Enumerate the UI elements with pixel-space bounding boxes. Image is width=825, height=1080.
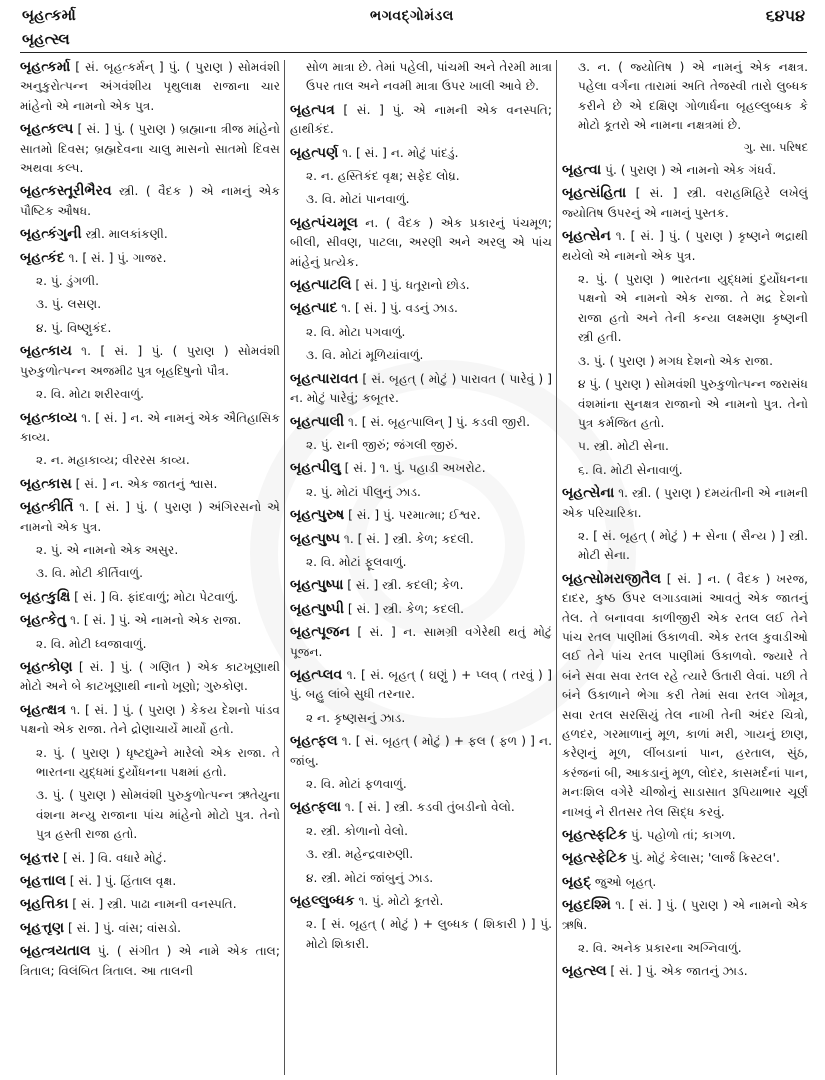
dictionary-entry — [20, 409, 280, 448]
entry-text: ૫. સ્ત્રી. મોટી સેના. — [578, 439, 669, 454]
entry-headword: બૃહત્સેના — [562, 485, 615, 502]
entry-text: ૩. ન. ( જ્યોતિષ ) એ નામનું એક નક્ષત્ર. પહેલા વર્ગના તારામાં અતિ તેજસ્વી તારો લુબ્ધક કરીને છે એ દક્ષિણ ગોળાર્ધના બૃહલ્લુબ્ધક કે મોટો કૂતરો એ નામના નક્ષત્રમાં છે. — [578, 60, 808, 133]
entry-headword: બૃહત્તિકા — [20, 896, 69, 913]
column-2 — [290, 58, 552, 1076]
dictionary-entry — [562, 873, 808, 892]
entry-sense — [562, 461, 808, 480]
entry-text: ૧. સ્ત્રી. ( પુરાણ ) દમયંતીની એ નામની એક પરિચારિકા. — [562, 486, 808, 520]
entry-text: ૨. [ સં. બૃહત્ ( મોટું ) + સેના ( સૈન્ય ) ] સ્ત્રી. મોટી સેના. — [578, 528, 808, 563]
dictionary-entry — [562, 161, 808, 180]
entry-text: [ સં. ] ૧. પું. પહાડી અખરોટ. — [340, 461, 486, 476]
entry-headword: બૃહત્પત્ર — [290, 101, 335, 118]
entry-headword: બૃહત્કાસ — [20, 475, 72, 492]
entry-headword: બૃહત્પીલુ — [290, 460, 341, 477]
entry-text: પું. ( પુરાણ ) એ નામનો એક ગંધર્વ. — [601, 163, 777, 178]
entry-sense — [290, 436, 552, 455]
entry-headword: બૃહત્પાદ — [290, 300, 338, 317]
entry-headword: બૃહત્પુષ્પ — [290, 530, 340, 547]
entry-headword: બૃહત્પાટલિ — [290, 277, 352, 294]
entry-text: ૧. [ સં. ] ન. મોટું પાંદડું. — [338, 145, 459, 160]
dictionary-entry — [562, 826, 808, 845]
entry-text: [ સં. ] ન. એક જાતનું શ્વાસ. — [71, 476, 218, 491]
entry-text: [ સં. ] વિ. ફાંદવાળું; મોટા પેટવાળું. — [70, 589, 239, 604]
entry-text: ૧. [ સં. ] સ્ત્રી. કડવી તુંબડીનો વેલો. — [341, 800, 515, 815]
entry-text: ૨. વિ. મોટી ધ્વજાવાળું. — [36, 636, 147, 651]
entry-sense — [20, 272, 280, 291]
entry-text: જુઓ બૃહત્. — [591, 874, 657, 889]
dictionary-entry — [290, 101, 552, 140]
entry-headword: બૃહત્પુષ્પી — [290, 600, 344, 617]
entry-headword: બૃહત્વા — [562, 162, 602, 179]
source-credit — [562, 138, 808, 157]
entry-headword: બૃહત્પ્લવ — [290, 666, 343, 683]
entry-headword: બૃહત્તર — [20, 849, 60, 866]
entry-sense — [290, 869, 552, 888]
entry-headword: બૃહત્કુક્ષિ — [20, 588, 71, 605]
entry-text: ૧. [ સં. ] પું. ગાજર. — [64, 250, 167, 265]
entry-text: ૨. [ સં. બૃહત્ ( મોટું ) + લુબ્ધક ( શિકારી ) ] પું. મોટો શિકારી. — [306, 917, 552, 951]
entry-headword: બૃહદ્ — [562, 873, 592, 890]
dictionary-entry — [290, 666, 552, 705]
entry-sense — [20, 385, 280, 404]
entry-text: ૨. પું. એ નામનો એક અસુર. — [36, 542, 179, 557]
entry-sense — [562, 939, 808, 958]
entry-headword: બૃહત્પુરુષ — [290, 507, 345, 524]
entry-text: [ સં. ] સ્ત્રી. વરાહમિહિરે લખેલું જ્યોતિષ ઉપરનું એ નામનું પુસ્તક. — [562, 186, 808, 220]
entry-text: ૨. વિ. મોટાં ફૂલવાળું. — [306, 554, 407, 569]
dictionary-entry — [290, 144, 552, 163]
entry-headword: બૃહદશ્મિ — [562, 897, 611, 914]
entry-text: ૩. વિ. મોટાં પાનવાળું. — [306, 192, 410, 207]
entry-text: [ સં. ] સ્ત્રી. પાઢા નામની વનસ્પતિ. — [68, 897, 237, 912]
entry-text: ૪. પું. વિષ્ણુકંદ. — [36, 320, 112, 335]
entry-text: [ સં. ] પું. ધતૂરાનો છોડ. — [351, 278, 470, 293]
page-number: ૬૪૫૪ — [765, 6, 805, 25]
entry-text: [ સં. બૃહત્કર્મન્ ] પું. ( પુરાણ ) સોમવંશી અનુકુરોત્પન્ન અંગવંશીય પૃથુલાક્ષ રાજાના ચાર માંહેનો એ નામનો એક પુત્ર. — [20, 60, 280, 113]
entry-headword: બૃહત્ક્ષત્ર — [20, 701, 66, 718]
entry-sense — [290, 483, 552, 502]
entry-headword: બૃહત્કેતુ — [20, 612, 67, 629]
entry-sense — [20, 295, 280, 314]
entry-text: ૧. [ સં. ] પું. વડનું ઝાડ. — [337, 301, 458, 316]
entry-text: ૨. પું. રાની જીરું; જંગલી જીરું. — [306, 437, 458, 452]
dictionary-entry — [20, 58, 280, 116]
dictionary-entry — [290, 506, 552, 525]
dictionary-entry — [290, 600, 552, 619]
entry-text: ૨. વિ. મોટાં ફળવાળું. — [306, 777, 407, 791]
dictionary-entry — [290, 459, 552, 478]
entry-headword: બૃહત્કંગુની — [20, 226, 82, 243]
entry-text: પું. ( સંગીત ) એ નામે એક તાલ; ત્રિતાલ; વિલંબિત ત્રિતાલ. આ તાલની — [20, 944, 280, 978]
entry-text: ૧. [ સં. ] ન. એ નામનું એક ઐતિહાસિક કાવ્ય. — [20, 410, 280, 444]
entry-text: [ સં. ] ન. સામગ્રી વગેરેથી થતું મોટું પૂજન. — [290, 625, 552, 659]
entry-text: [ સં. બૃહત્ ( મોટું ) પારાવત ( પારેવું ) ] ન. મોટું પારેવું; કબૂતર. — [290, 371, 552, 406]
entry-text: ૨. વિ. અનેક પ્રકારના અગ્નિવાળું. — [578, 941, 742, 956]
entry-text: ૩. વિ. મોટી કીર્તિવાળું. — [36, 566, 143, 581]
dictionary-entry — [20, 919, 280, 938]
entry-sense — [562, 352, 808, 371]
entry-headword: બૃહત્સ્લ — [562, 963, 607, 980]
entry-sense — [290, 323, 552, 342]
entry-text: ૧. [ સં. બૃહત્પાલિન્ ] પું. કડવી જીરી. — [344, 414, 531, 429]
dictionary-entry — [290, 370, 552, 409]
entry-sense — [290, 190, 552, 209]
entry-headword: બૃહત્પૂજન — [290, 624, 350, 641]
entry-text: પું. પહોળો તાં; કાગળ. — [627, 828, 736, 843]
entry-headword: બૃહત્સ્ફેટિક — [562, 850, 628, 867]
entry-text: [ સં. ] પું. પરમાત્મા; ઈશ્વર. — [344, 508, 481, 523]
dictionary-entry — [290, 576, 552, 595]
entry-text: સ્ત્રી. માલકાંકણી. — [81, 227, 168, 242]
entry-sense — [562, 270, 808, 348]
entry-headword: બૃહત્સોમરાજીતૈલ — [562, 570, 661, 587]
column-divider — [284, 60, 285, 1075]
entry-text: ૨. પું. ( પુરાણ ) ધૃષ્ટદ્યુમ્ને મારેલો એક રાજા. તે ભારતના યુદ્ધમાં દુર્યોધનના પક્ષમાં હતો. — [36, 745, 280, 779]
entry-text: [ સં. ] સ્ત્રી. કેળ; કદલી. — [343, 601, 465, 616]
entry-headword: બૃહત્પારાવત — [290, 370, 359, 387]
entry-sense — [290, 346, 552, 365]
entry-text: ૨. પું. ( પુરાણ ) ભારતના યુદ્ધમાં દુર્યોધનના પક્ષનો એ નામનો એક રાજા. તે મદ્ર દેશનો રાજા હતો અને તેની કન્યા લક્ષ્મણા કૃષ્ણની સ્ત્રી હતી. — [578, 272, 808, 345]
entry-text: ૧. [ સં. બૃહત્ ( મોટું ) + ફલ ( ફળ ) ] ન. જાંબુ. — [290, 734, 552, 768]
entry-sense — [290, 775, 552, 794]
entry-text: [ સં. ] પું. એક જાતનું ઝાડ. — [606, 964, 748, 979]
dictionary-entry — [562, 484, 808, 523]
entry-sense — [20, 451, 280, 470]
entry-sense — [290, 845, 552, 864]
entry-headword: બૃહત્પર્ણ — [290, 144, 339, 161]
entry-text: [ સં. ] વિ. વધારે મોટું. — [59, 850, 167, 865]
book-title: ભગવદ્ગોમંડલ — [370, 8, 454, 24]
entry-sense — [20, 744, 280, 783]
entry-text: [ સં. ] પું. ( પુરાણ ) બ્રહ્માના ત્રીજ માંહેનો સાતમો દિવસ; બ્રહ્મદેવના ચાલુ માસનો સાતમો દિવસ અથવા કલ્પ. — [20, 122, 280, 176]
entry-text: પું. મોટું કેલાસ; 'લાર્જ ક્રિસ્ટલ'. — [627, 851, 780, 866]
entry-text: ૪. સ્ત્રી. મોટાં જાંબુનું ઝાડ. — [306, 870, 434, 885]
dictionary-entry — [20, 475, 280, 494]
entry-sense — [562, 375, 808, 433]
guide-word-first: બૃહત્કર્મા — [22, 6, 76, 24]
entry-text: [ સં. ] ન. ( વૈદક ) ખરજ, દાદર, કુષ્ઠ ઉપર લગાડવામાં આવતું એક જાતનું તેલ. તે બનાવવા કાળીજીરી એક રતલ લઈ તેને પાંચ રતલ પાણીમાં ઉકાળવી. એક રતલ કુવાડીઓ લઈ તેને પાંચ રતલ પાણીમાં ઉકાળવો. જ્યારે તે બંને સવા સવા રતલ રહે ત્યારે ઉતારી લેવાં. પછી તે બંને ઉકાળાને ભેગા કરી તેમાં સવા રતલ ગોમૂત્ર, સવા રતલ સરસિયું તેલ નાખી તેની અંદર ચિત્રો, હળદર, ગરમાળાનું મૂળ, કાળાં મરી, ગાયનું છાણ, કરેણનું મૂળ, લીંબડાનાં પાન, હરતાલ, સુંઠ, કરંજનાં બી, આકડાનું મૂળ, લોદર, કાસમર્દનાં પાન, મનઃશિલ વગેરે ચીજોનું સાડાસાત રૂપિયાભાર ચૂર્ણ નાખવું ને રીતસર તેલ સિદ્ધ કરવું. — [562, 571, 808, 819]
entry-sense — [290, 915, 552, 954]
dictionary-entry — [20, 342, 280, 381]
entry-text: ૨. પું. ડુંગળી. — [36, 274, 100, 289]
column-divider — [556, 60, 557, 1075]
dictionary-entry — [20, 249, 280, 268]
column-3 — [562, 58, 808, 1076]
entry-headword: બૃહત્કસ્તૂરીભૈરવ — [20, 183, 112, 200]
entry-sense — [290, 553, 552, 572]
entry-text: [ સં. ] સ્ત્રી. કદલી; કેળ. — [343, 578, 464, 593]
entry-sense — [20, 541, 280, 560]
entry-headword: બૃહત્તૃણ — [20, 919, 65, 936]
entry-text: ૨. ન. મહાકાવ્ય; વીરરસ કાવ્ય. — [36, 453, 190, 468]
dictionary-entry — [562, 570, 808, 822]
entry-headword: બૃહત્પંચમૂલ — [290, 214, 358, 231]
dictionary-entry — [562, 849, 808, 868]
entry-text: ૧. [ સં. ] પું. ( પુરાણ ) કેકય દેશનો પાંડવ પક્ષનો એક રાજા. તેને દ્રોણાચાર્યે માર્યો હતો. — [20, 702, 280, 737]
entry-text: ન. ( વૈદક ) એક પ્રકારનું પંચમૂળ; બીલી, સીવણ, પાટલા, અરણી અને અરલુ એ પાંચ માંહેનું પ્રત્યેક. — [290, 215, 552, 269]
entry-headword: બૃહત્કીર્તિ — [20, 499, 74, 516]
entry-text: ૨. વિ. મોટા પગવાળું. — [306, 324, 406, 339]
page-header — [0, 0, 825, 60]
entry-sense — [562, 527, 808, 566]
entry-text: ૩. પું. લસણ. — [36, 297, 102, 312]
column-1 — [20, 58, 280, 1076]
guide-word-last: બૃહત્સ્લ — [22, 30, 70, 48]
entry-text: ૨. ન. હસ્તિકંદ વૃક્ષ; સફેદ લોધ્ર. — [306, 169, 460, 184]
entry-text: ૨. સ્ત્રી. કોળાનો વેલો. — [306, 823, 409, 838]
entry-text: ૧. [ સં. ] પું. ( પુરાણ ) અંગિરસનો એ નામનો એક પુત્ર. — [20, 500, 280, 534]
entry-text: સ્ત્રી. ( વૈદક ) એ નામનું એક પૌષ્ટિક ઔષધ. — [20, 184, 280, 218]
dictionary-entry — [290, 798, 552, 817]
entry-sense — [562, 437, 808, 456]
dictionary-entry — [562, 962, 808, 981]
entry-headword: બૃહત્કર્મા — [20, 59, 71, 75]
dictionary-entry — [20, 120, 280, 178]
entry-sense — [20, 786, 280, 844]
entry-headword: બૃહત્કાય — [20, 343, 72, 360]
entry-sense — [20, 564, 280, 583]
dictionary-entry — [20, 872, 280, 891]
entry-text: ૩. પું. ( પુરાણ ) મગધ દેશનો એક રાજા. — [578, 353, 773, 368]
dictionary-entry — [562, 184, 808, 223]
entry-text: ૩. વિ. મોટાં મૂળિયાંવાળું. — [306, 348, 424, 363]
entry-text: ૧. [ સં. ] પું. ( પુરાણ ) એ નામનો એક ઋષિ. — [562, 898, 808, 932]
entry-text: ૨. પું. મોટાં પીલુનું ઝાડ. — [306, 484, 421, 499]
entry-headword: બૃહત્ફલ — [290, 733, 338, 750]
dictionary-entry — [20, 942, 280, 981]
entry-headword: બૃહત્સંહિતા — [562, 185, 627, 202]
entry-headword: બૃહત્સેન — [562, 228, 611, 245]
entry-text: ૧. [ સં. ] પું. એ નામનો એક રાજા. — [66, 613, 242, 628]
entry-headword: બૃહત્પાલી — [290, 413, 345, 430]
entry-text: ૧. [ સં. ] પું. ( પુરાણ ) કૃષ્ણને ભદ્રાથી થયેલો એ નામનો એક પુત્ર. — [562, 229, 808, 263]
dictionary-entry — [290, 413, 552, 432]
entry-text: ૧. [ સં. ] સ્ત્રી. કેળ; કદલી. — [339, 531, 474, 546]
dictionary-entry — [20, 225, 280, 244]
entry-text: ૪ પું. ( પુરાણ ) સોમવંશી પુરુકુળોત્પન્ન જરાસંધ વંશમાંના સુનક્ષત્ર રાજાનો એ નામનો પુત્ર. તેનો પુત્ર કર્મજિત હતો. — [578, 377, 808, 430]
entry-sense — [290, 822, 552, 841]
dictionary-entry — [20, 182, 280, 221]
dictionary-entry — [20, 588, 280, 607]
entry-headword: બૃહત્સ્ફટિક — [562, 827, 628, 844]
entry-headword: બૃહત્કાવ્ય — [20, 409, 78, 426]
entry-text: ૩. સ્ત્રી. મહેન્દ્રવારુણી. — [306, 847, 414, 862]
entry-headword: બૃહત્કંદ — [20, 249, 65, 266]
entry-text: [ સં. ] પું. વાંસ; વાંસડો. — [64, 920, 182, 935]
entry-headword: બૃહત્કલ્પ — [20, 121, 74, 138]
dictionary-entry — [20, 849, 280, 868]
entry-headword: બૃહલ્લુબ્ધક — [290, 893, 355, 910]
entry-text: [ સં. ] પું. ( ગણિત ) એક કાટખૂણાથી મોટો અને બે કાટખૂણાથી નાનો ખૂણો; ગુરુકોણ. — [20, 659, 280, 694]
dictionary-entry — [20, 611, 280, 630]
entry-text: [ સં. ] પું. હિંતાલ વૃક્ષ. — [65, 874, 177, 889]
dictionary-entry — [290, 623, 552, 662]
entry-sense — [290, 167, 552, 186]
entry-headword: બૃહત્પુષ્પા — [290, 577, 344, 594]
dictionary-entry — [562, 896, 808, 935]
entry-sense — [290, 58, 552, 97]
entry-sense — [290, 709, 552, 728]
entry-headword: બૃહત્તાલ — [20, 873, 66, 890]
dictionary-entry — [20, 498, 280, 537]
dictionary-entry — [290, 732, 552, 771]
entry-headword: બૃહત્કોણ — [20, 658, 73, 675]
entry-text: ૧. [ સં. બૃહત્ ( ઘણું ) + પ્લવ્ ( તરવું ) ] પું. બહુ લાંબે સુધી તરનાર. — [290, 667, 552, 702]
dictionary-entry — [290, 530, 552, 549]
entry-text: સોળ માત્રા છે. તેમાં પહેલી, પાંચમી અને તેરમી માત્રા ઉપર તાલ અને નવમી માત્રા ઉપર ખાલી આવે છે. — [306, 60, 552, 94]
entry-headword: બૃહત્ત્રયતાલ — [20, 943, 91, 960]
header-rule — [20, 52, 807, 53]
entry-text: ૧. પું. મોટો કૂતરો. — [354, 894, 444, 909]
dictionary-entry — [20, 895, 280, 914]
entry-sense — [20, 319, 280, 338]
dictionary-entry — [20, 701, 280, 740]
dictionary-entry — [290, 276, 552, 295]
entry-text: ૨. વિ. મોટા શરીરવાળું. — [36, 387, 145, 402]
dictionary-entry — [290, 214, 552, 272]
entry-sense — [20, 635, 280, 654]
entry-text: ૨ ન. કૃષ્ણસનું ઝાડ. — [306, 710, 406, 725]
entry-text: ૬. વિ. મોટી સેનાવાળું. — [578, 462, 683, 477]
entry-text: ૧. [ સં. ] પું. ( પુરાણ ) સોમવંશી પુરુકુળોત્પન્ન અજમીઢ પુત્ર બૃહદિષુનો પૌત્ર. — [20, 344, 280, 378]
entry-sense — [562, 58, 808, 136]
entry-text: [ સં. ] પું. એ નામની એક વનસ્પતિ; હાથીકંદ. — [290, 102, 552, 137]
entry-text: ગુ. સા. પરિષદ — [743, 139, 808, 154]
dictionary-entry — [20, 658, 280, 697]
entry-text: ૩. પું. ( પુરાણ ) સોમવંશી પુરુકુળોત્પન્ન ઋતેયુના વંશના મન્યુ રાજાના પાંચ માંહેનો મોટો પુત્ર. તેનો પુત્ર હસ્તી રાજા હતો. — [36, 788, 280, 842]
dictionary-entry — [290, 892, 552, 911]
entry-headword: બૃહત્ફલા — [290, 799, 342, 816]
dictionary-entry — [562, 227, 808, 266]
dictionary-entry — [290, 299, 552, 318]
